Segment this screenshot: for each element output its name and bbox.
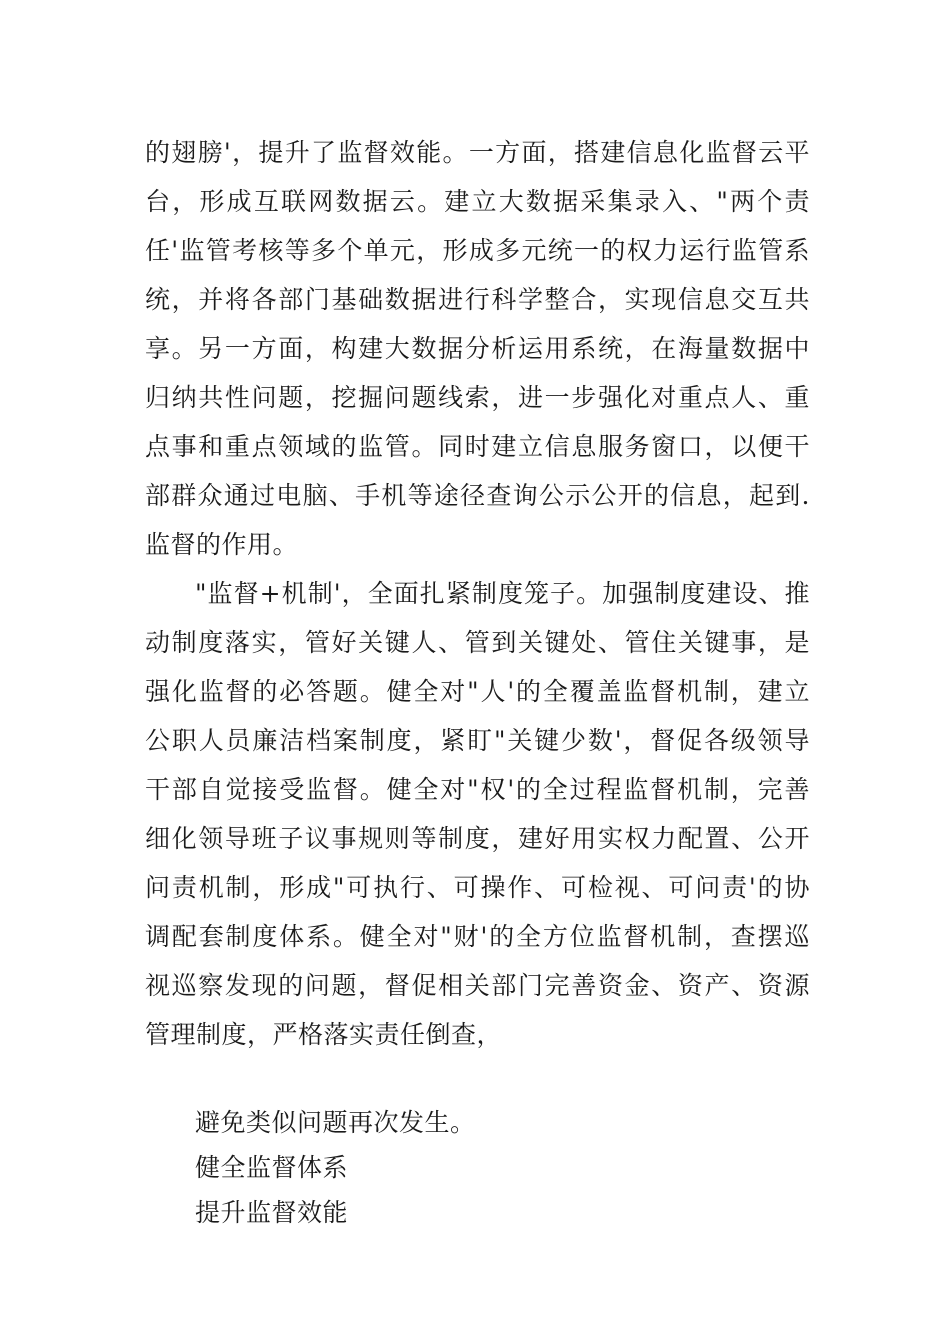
heading-line: 健全监督体系 (195, 1153, 349, 1182)
text-line: 监督的作用。 (145, 530, 299, 559)
text-line: 归纳共性问题，挖掘问题线索，进一步强化对重点人、重 (145, 383, 810, 412)
text-line: 调配套制度体系。健全对"财'的全方位监督机制，查摆巡 (145, 922, 810, 951)
text-line: 问责机制，形成"可执行、可操作、可检视、可问责'的协 (145, 873, 810, 902)
text-line: 动制度落实，管好关键人、管到关键处、管住关键事，是 (145, 628, 810, 657)
text-line: 细化领导班子议事规则等制度，建好用实权力配置、公开 (145, 824, 810, 853)
text-line: 避免类似问题再次发生。 (195, 1108, 476, 1137)
paragraph (145, 569, 810, 1059)
text-line: 的翅膀'，提升了监督效能。一方面，搭建信息化监督云平 (145, 138, 810, 167)
text-line: 管理制度，严格落实责任倒查， (145, 1020, 503, 1049)
text-line: "监督+机制'，全面扎紧制度笼子。加强制度建设、推 (195, 579, 810, 608)
text-line: 干部自觉接受监督。健全对"权'的全过程监督机制，完善 (145, 775, 810, 804)
trailing-lines (195, 1100, 476, 1235)
text-line: 任'监管考核等多个单元，形成多元统一的权力运行监管系 (145, 236, 810, 265)
text-line: 公职人员廉洁档案制度，紧盯"关键少数'，督促各级领导 (145, 726, 810, 755)
text-line: 统，并将各部门基础数据进行科学整合，实现信息交互共 (145, 285, 810, 314)
text-line: 台，形成互联网数据云。建立大数据采集录入、"两个责 (145, 187, 810, 216)
heading-line: 提升监督效能 (195, 1198, 349, 1227)
text-line: 点事和重点领域的监管。同时建立信息服务窗口，以便干 (145, 432, 810, 461)
text-line: 享。另一方面，构建大数据分析运用系统，在海量数据中 (145, 334, 810, 363)
document-body (145, 128, 810, 1059)
text-line: 视巡察发现的问题，督促相关部门完善资金、资产、资源 (145, 971, 810, 1000)
paragraph (145, 128, 810, 569)
text-line: 部群众通过电脑、手机等途径查询公示公开的信息，起到. (145, 481, 810, 510)
text-line: 强化监督的必答题。健全对"人'的全覆盖监督机制，建立 (145, 677, 810, 706)
